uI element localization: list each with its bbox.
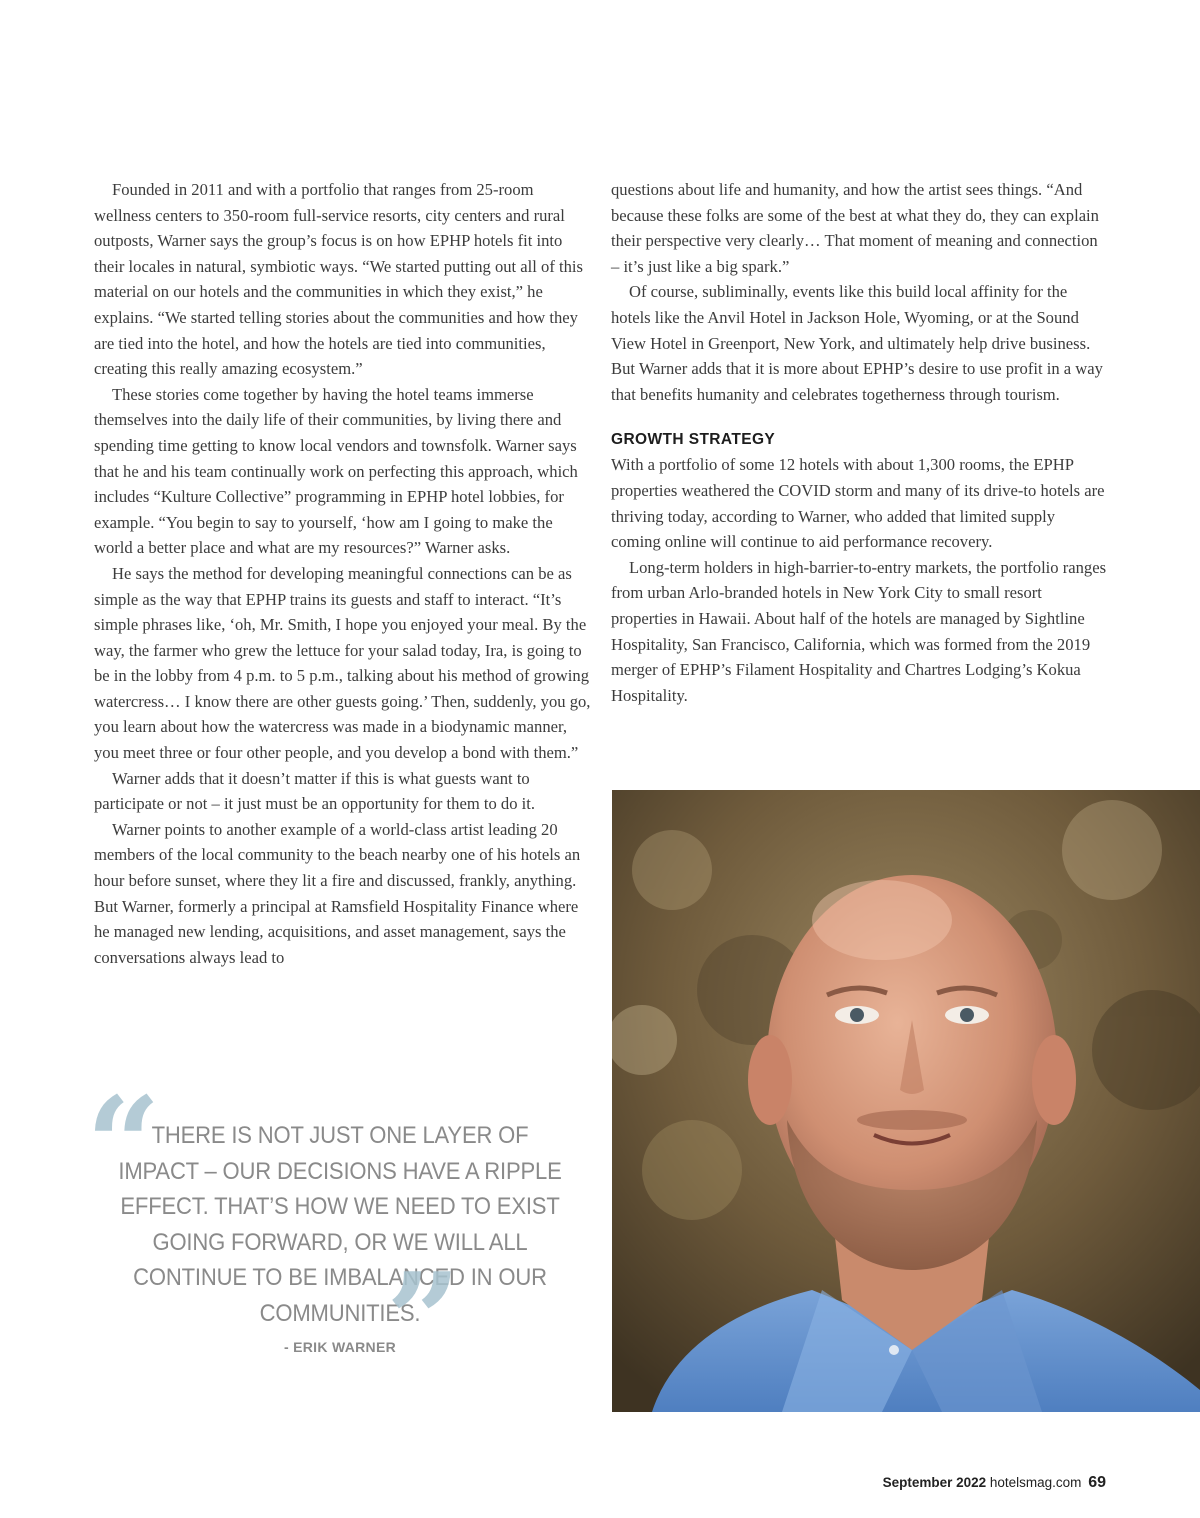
article-right-column	[611, 177, 1107, 708]
article-left-column	[94, 177, 592, 970]
article-paragraph: Warner points to another example of a world-class artist leading 20 members of the local community to the beach nearby one of his hotels an hour before sunset, where they lit a fire and discussed, frankly, anything. But Warner, formerly a principal at Ramsfield Hospitality Finance where he managed new lending, acquisitions, and asset management, says the conversations always lead to	[94, 819, 581, 967]
article-paragraph: Of course, subliminally, events like this build local affinity for the hotels like the Anvil Hotel in Jackson Hole, Wyoming, or at the Sound View Hotel in Greenport, New York, and ultimately help drive business. But Warner adds that it is more about EPHP’s desire to use profit in a way that benefits humanity and celebrates togetherness through tourism.	[611, 282, 1103, 404]
issue-date: September 2022	[882, 1475, 987, 1490]
section-heading: GROWTH STRATEGY	[611, 431, 776, 449]
article-paragraph: Warner adds that it doesn’t matter if this is what guests want to participate or not – it just must be an opportunity for them to do it.	[94, 768, 536, 814]
article-paragraph: He says the method for developing meaningful connections can be as simple as the way that EPHP trains its guests and staff to interact. “It’s simple phrases like, ‘oh, Mr. Smith, I hope you enjoyed your meal. By the way, the farmer who grew the lettuce for your salad today, Ira, is going to be in the lobby from 4 p.m. to 5 p.m., talking about his method of growing watercress… I know there are other guests going.’ Then, suddenly, you go, you learn about how the watercress was made in a biodynamic manner, you meet three or four other people, and you develop a bond with them.”	[94, 563, 591, 763]
page-footer	[883, 1474, 1106, 1492]
article-paragraph: These stories come together by having the hotel teams immerse themselves into the daily life of their communities, by living there and spending time getting to know local vendors and townsfolk. Warner says that he and his team continually work on perfecting this approach, which includes “Kulture Collective” programming in EPHP hotel lobbies, for example. “You begin to say to yourself, ‘how am I going to make the world a better place and what are my resources?” Warner asks.	[94, 384, 578, 558]
article-paragraph: With a portfolio of some 12 hotels with about 1,300 rooms, the EPHP properties weathered the COVID storm and many of its drive-to hotels are thriving today, according to Warner, who added that limited supply coming online will continue to aid performance recovery.	[611, 455, 1105, 552]
open-quote-icon: “	[86, 1068, 161, 1221]
site-name: hotelsmag.com	[989, 1475, 1082, 1490]
page-number: 69	[1088, 1474, 1106, 1491]
portrait-photo	[612, 790, 1200, 1412]
article-paragraph-continued: questions about life and humanity, and how the artist sees things. “And because these folks are some of the best at what they do, they can explain their perspective very clearly… That moment of meaning and connection – it’s just like a big spark.”	[611, 180, 1099, 276]
pull-quote: THERE IS NOT JUST ONE LAYER OF IMPACT – OUR DECISIONS HAVE A RIPPLE EFFECT. THAT’S HOW WE NEED TO EXIST GOING FORWARD, OR WE WILL ALL CONTINUE TO BE IMBALANCED IN OUR COMMUNITIES.	[118, 1122, 562, 1327]
close-quote-icon: ”	[386, 1244, 461, 1397]
article-paragraph: Long-term holders in high-barrier-to-entry markets, the portfolio ranges from urban Arlo-branded hotels in New York City to small resort properties in Hawaii. About half of the hotels are managed by Sightline Hospitality, San Francisco, California, which was formed from the 2019 merger of EPHP’s Filament Hospitality and Chartres Lodging’s Kokua Hospitality.	[611, 557, 1107, 705]
quote-attribution: - ERIK WARNER	[283, 1339, 396, 1355]
article-paragraph: Founded in 2011 and with a portfolio that ranges from 25-room wellness centers to 350-room full-service resorts, city centers and rural outposts, Warner says the group’s focus is on how EPHP hotels fit into their locales in natural, symbiotic ways. “We started putting out all of this material on our hotels and the communities in which they exist,” he explains. “We started telling stories about the communities and how they are tied into the hotel, and how the hotels are tied into communities, creating this really amazing ecosystem.”	[94, 180, 583, 379]
